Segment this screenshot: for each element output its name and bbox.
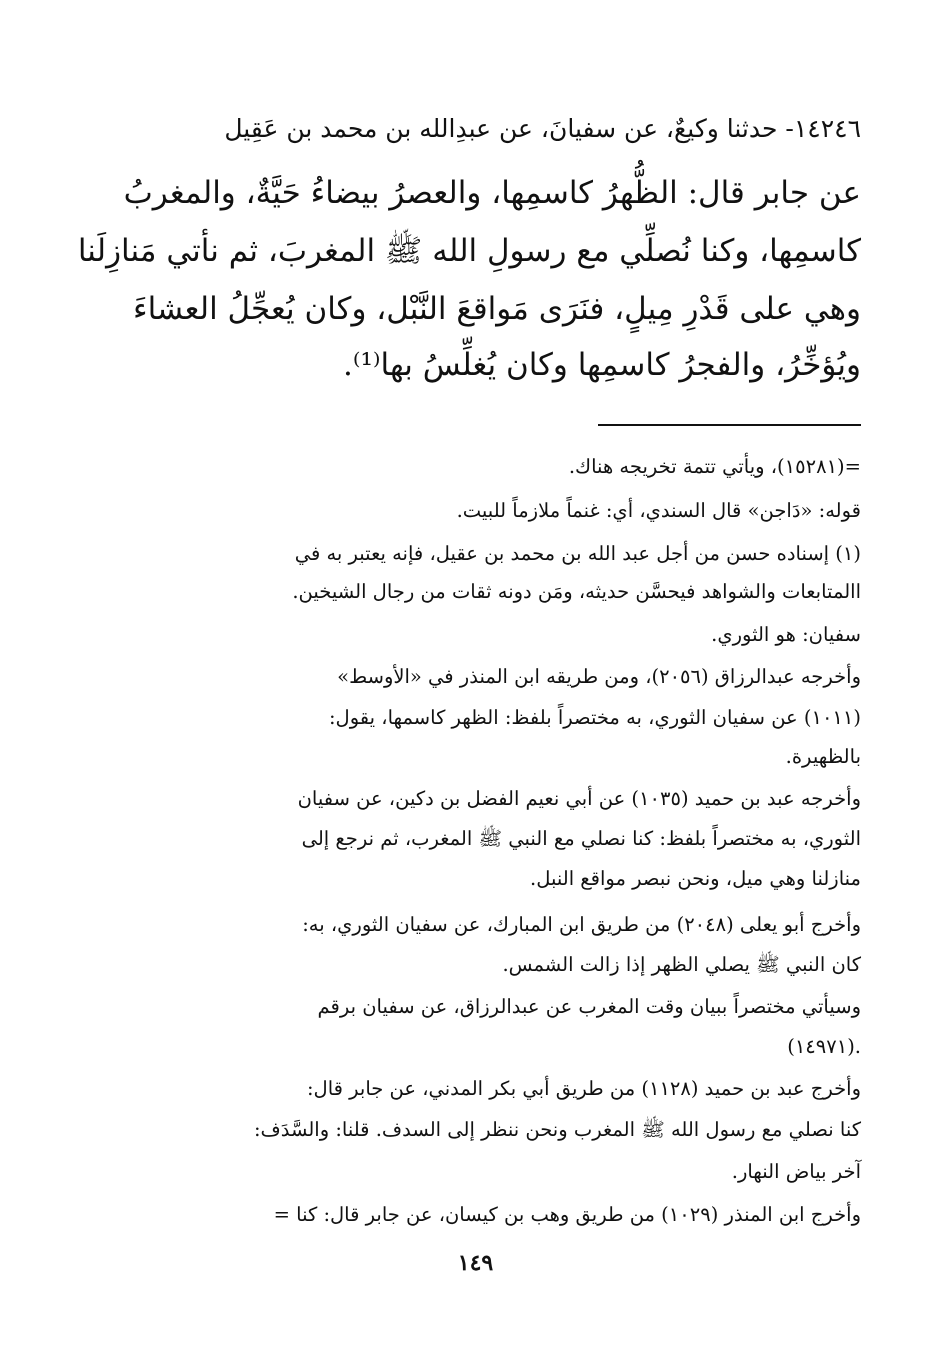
footnote-line: بالظهيرة. — [785, 745, 861, 768]
hadith-line-4: وهي على قَدْرِ مِيلٍ، فنَرَى مَواقعَ النَّبْل، وكان يُعجِّلُ العشاءَ — [133, 291, 861, 327]
footnote-line: وأخرج ابن المنذر (١٠٢٩) من طريق وهب بن كيسان، عن جابر قال: كنا = — [273, 1203, 861, 1226]
footnote-line: (١٠١١) عن سفيان الثوري، به مختصراً بلفظ: الظهر كاسمها، يقول: — [328, 706, 861, 729]
page-number: ١٤٩ — [457, 1250, 494, 1276]
footnote-line: وأخرجه عبدالرزاق (٢٠٥٦)، ومن طريقه ابن المنذر في «الأوسط» — [337, 665, 861, 688]
footnote-line: الثوري، به مختصراً بلفظ: كنا نصلي مع النبي ﷺ المغرب، ثم نرجع إلى — [301, 827, 861, 850]
footnote-line: وأخرجه عبد بن حميد (١٠٣٥) عن أبي نعيم الفضل بن دكين، عن سفيان — [297, 787, 861, 810]
footnote-line: وسيأتي مختصراً ببيان وقت المغرب عن عبدالرزاق، عن سفيان برقم — [317, 995, 861, 1018]
footnote-line: االمتابعات والشواهد فيحسَّن حديثه، ومَن دونه ثقات من رجال الشيخين. — [292, 580, 861, 603]
hadith-line-1: ١٤٢٤٦- حدثنا وكيعٌ، عن سفيانَ، عن عبدِالله بن محمد بن عَقِيل — [224, 114, 861, 143]
footnote-line: كان النبي ﷺ يصلي الظهر إذا زالت الشمس. — [502, 953, 861, 976]
footnote-line: كنا نصلي مع رسول الله ﷺ المغرب ونحن ننظر إلى السدف. قلنا: والسَّدَف: — [253, 1118, 861, 1141]
footnote-separator — [598, 424, 861, 426]
hadith-line-3: كاسمِها، وكنا نُصلِّي مع رسولِ الله ﷺ المغربَ، ثم نأتي مَنازِلَنا — [77, 233, 861, 269]
footnote-line: (١٤٩٧١). — [787, 1035, 861, 1058]
footnote-line: قوله: «دَاجن» قال السندي، أي: غنماً ملازماً للبيت. — [456, 499, 861, 522]
footnote-line: سفيان: هو الثوري. — [711, 623, 861, 646]
footnote-line: =(١٥٢٨١)، ويأتي تتمة تخريجه هناك. — [568, 455, 861, 478]
hadith-line-2: عن جابر قال: الظُّهرُ كاسمِها، والعصرُ بيضاءُ حَيَّةٌ، والمغربُ — [123, 175, 861, 211]
footnote-line: (١) إسناده حسن من أجل عبد الله بن محمد بن عقيل، فإنه يعتبر به في — [294, 542, 861, 565]
hadith-line-5: ويُؤخِّرُ، والفجرُ كاسمِها وكان يُغلِّسُ بها⁽¹⁾. — [342, 347, 861, 383]
footnote-line: وأخرج أبو يعلى (٢٠٤٨) من طريق ابن المبارك، عن سفيان الثوري، به: — [302, 913, 861, 936]
footnote-line: آخر بياض النهار. — [731, 1160, 861, 1183]
footnote-line: منازلنا وهي ميل، ونحن نبصر مواقع النبل. — [530, 867, 861, 890]
footnote-line: وأخرج عبد بن حميد (١١٢٨) من طريق أبي بكر المدني، عن جابر قال: — [306, 1077, 861, 1100]
